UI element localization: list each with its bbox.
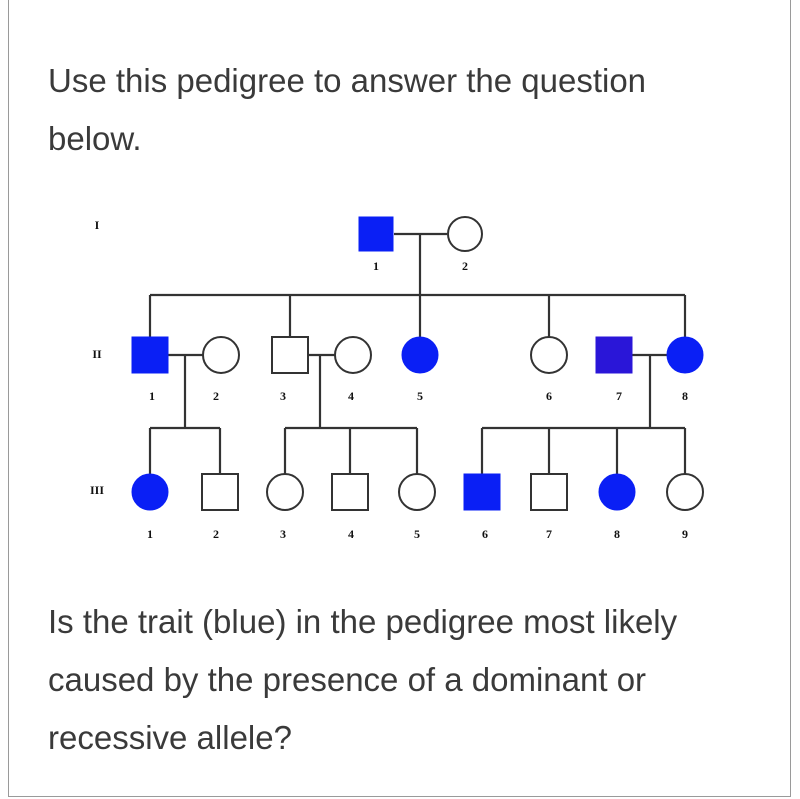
generation-label-III: III (89, 483, 105, 497)
label-III-3: 3 (280, 527, 286, 541)
individual-II-5-affected-female (402, 337, 438, 373)
individual-I-1-affected-male (359, 217, 393, 251)
individual-I-2-female (448, 217, 482, 251)
generation-label-I: I (94, 218, 100, 232)
individual-III-9-female (667, 474, 703, 510)
label-II-5: 5 (417, 389, 423, 403)
intro-text: Use this pedigree to answer the question below. (48, 62, 647, 157)
label-II-3: 3 (280, 389, 286, 403)
label-III-4: 4 (348, 527, 354, 541)
individual-III-1-affected-female (132, 474, 168, 510)
generation-label-II: II (92, 347, 102, 361)
individual-II-3-male (272, 337, 308, 373)
individual-III-4-male (332, 474, 368, 510)
label-III-8: 8 (614, 527, 620, 541)
question-text: Is the trait (blue) in the pedigree most likely caused by the presence of a dominant or recessive allele? (48, 603, 678, 756)
individual-III-3-female (267, 474, 303, 510)
individual-III-7-male (531, 474, 567, 510)
label-III-7: 7 (546, 527, 552, 541)
individual-II-1-affected-male (132, 337, 168, 373)
individual-III-6-affected-male (464, 474, 500, 510)
individual-III-5-female (399, 474, 435, 510)
individual-II-2-female (203, 337, 239, 373)
label-II-7: 7 (616, 389, 622, 403)
label-III-9: 9 (682, 527, 688, 541)
label-II-8: 8 (682, 389, 688, 403)
individual-III-8-affected-female (599, 474, 635, 510)
individual-II-8-affected-female (667, 337, 703, 373)
individual-II-4-female (335, 337, 371, 373)
label-II-4: 4 (348, 389, 354, 403)
individual-II-7-affected-male (596, 337, 632, 373)
label-II-1: 1 (149, 389, 155, 403)
label-II-6: 6 (546, 389, 552, 403)
individual-III-2-male (202, 474, 238, 510)
label-III-5: 5 (414, 527, 420, 541)
label-I-1: 1 (373, 259, 379, 273)
individual-II-6-female (531, 337, 567, 373)
label-III-6: 6 (482, 527, 488, 541)
label-II-2: 2 (213, 389, 219, 403)
label-I-2: 2 (462, 259, 468, 273)
label-III-2: 2 (213, 527, 219, 541)
label-III-1: 1 (147, 527, 153, 541)
